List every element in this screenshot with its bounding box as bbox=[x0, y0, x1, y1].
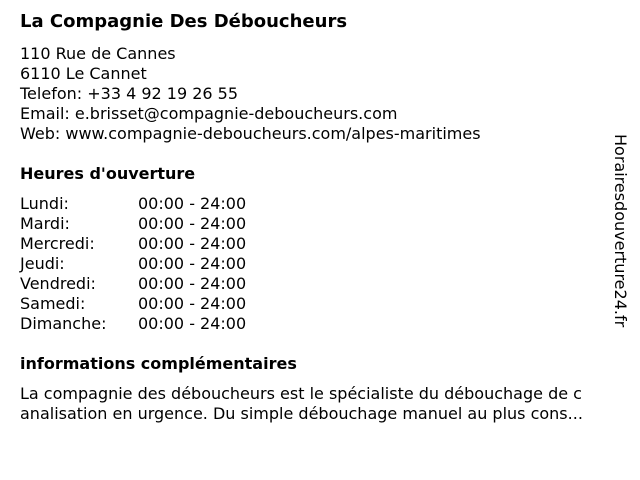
hours-row-friday bbox=[20, 274, 280, 294]
phone-line: Telefon: +33 4 92 19 26 55 bbox=[20, 84, 239, 103]
time-value: 00:00 - 24:00 bbox=[138, 254, 247, 273]
time-value: 00:00 - 24:00 bbox=[138, 234, 247, 253]
info-description bbox=[20, 384, 583, 424]
day-label: Mardi: bbox=[20, 214, 70, 233]
email-line: Email: e.brisset@compagnie-deboucheurs.com bbox=[20, 104, 398, 123]
info-heading: informations complémentaires bbox=[20, 354, 297, 373]
time-value: 00:00 - 24:00 bbox=[138, 274, 247, 293]
info-line: analisation en urgence. Du simple débouchage manuel au plus cons... bbox=[20, 404, 583, 423]
contact-block bbox=[20, 44, 481, 144]
time-value: 00:00 - 24:00 bbox=[138, 214, 247, 233]
hours-row-saturday bbox=[20, 294, 280, 314]
business-name: La Compagnie Des Déboucheurs bbox=[20, 11, 348, 32]
time-value: 00:00 - 24:00 bbox=[138, 294, 247, 313]
address-city: 6110 Le Cannet bbox=[20, 64, 147, 83]
day-label: Vendredi: bbox=[20, 274, 96, 293]
day-label: Samedi: bbox=[20, 294, 86, 313]
hours-row-wednesday bbox=[20, 234, 280, 254]
side-brand-watermark: Horairesdouverture24.fr bbox=[611, 134, 630, 328]
day-label: Jeudi: bbox=[20, 254, 65, 273]
hours-table bbox=[20, 194, 280, 334]
hours-heading: Heures d'ouverture bbox=[20, 164, 196, 183]
address-street: 110 Rue de Cannes bbox=[20, 44, 176, 63]
hours-row-thursday bbox=[20, 254, 280, 274]
time-value: 00:00 - 24:00 bbox=[138, 314, 247, 333]
day-label: Lundi: bbox=[20, 194, 69, 213]
web-line: Web: www.compagnie-deboucheurs.com/alpes-maritimes bbox=[20, 124, 481, 143]
hours-row-monday bbox=[20, 194, 280, 214]
hours-row-tuesday bbox=[20, 214, 280, 234]
time-value: 00:00 - 24:00 bbox=[138, 194, 247, 213]
day-label: Dimanche: bbox=[20, 314, 107, 333]
info-line: La compagnie des déboucheurs est le spécialiste du débouchage de c bbox=[20, 384, 582, 403]
day-label: Mercredi: bbox=[20, 234, 95, 253]
hours-row-sunday bbox=[20, 314, 280, 334]
